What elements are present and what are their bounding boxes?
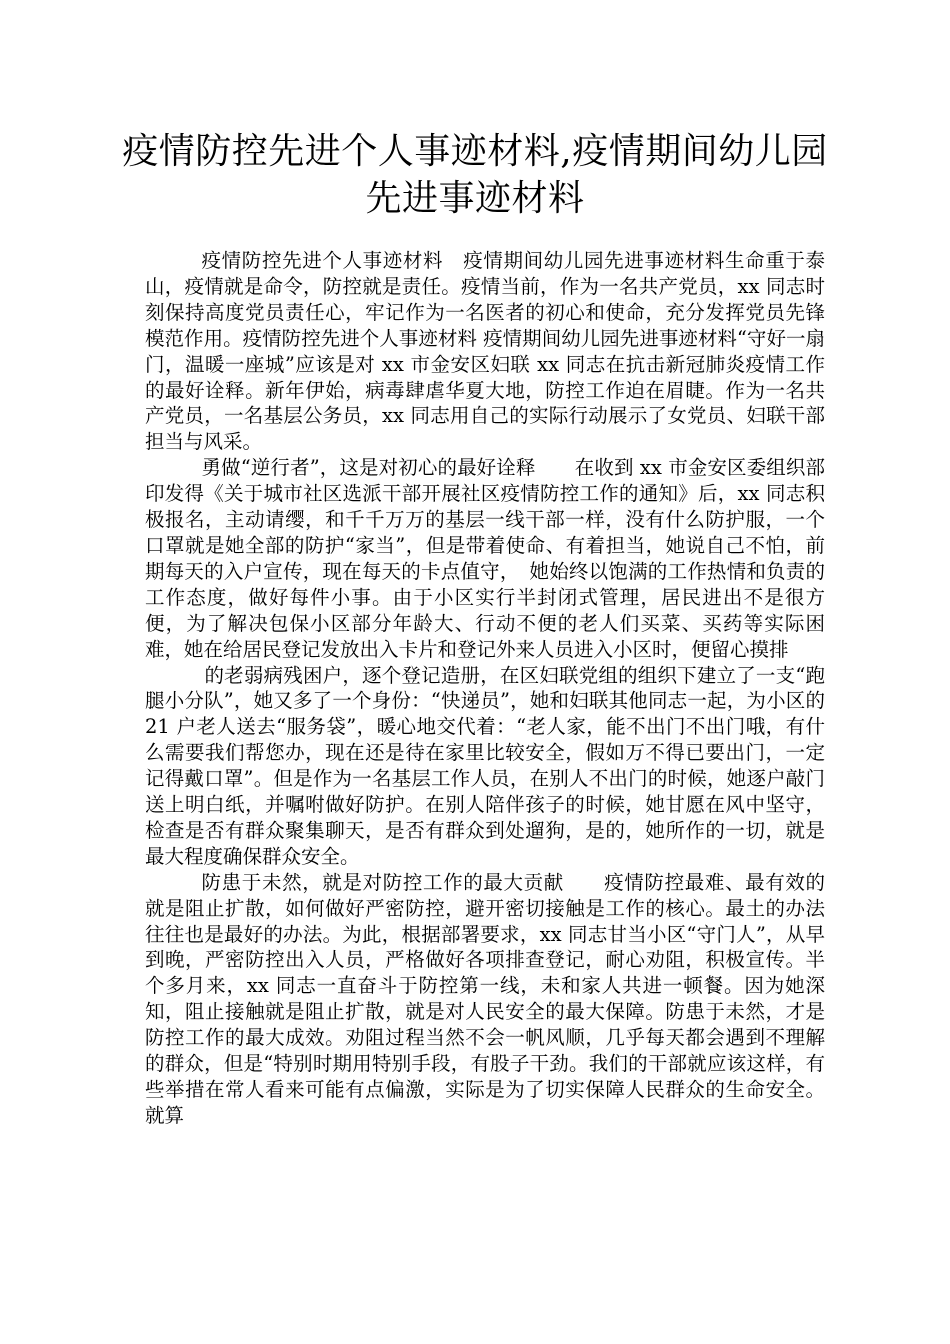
- paragraph-prevention: 防患于未然，就是对防控工作的最大贡献 疫情防控最难、最有效的就是阻止扩散，如何做好严密防控，避开密切接触是工作的核心。最土的办法往往也是最好的办法。为此，根据部署要求，xx 同志甘当小区“守门人”，从早到晚，严密防控出入人员，严格做好各项排查登记，耐心劝阻，积极宣传。半个多月来，xx 同志一直奋斗于防控第一线，未和家人共进一顿餐。因为她深知，阻止接触就是阻止扩散，就是对人民安全的最大保障。防患于未然，才是防控工作的最大成效。劝阻过程当然不会一帆风顺，几乎每天都会遇到不理解的群众，但是“特别时期用特别手段，有股子干劲。我们的干部就应该这样，有些举措在常人看来可能有点偏激，实际是为了切实保障人民群众的生命安全。就算: [145, 870, 825, 1127]
- document-title: 疫情防控先进个人事迹材料,疫情期间幼儿园先进事迹材料: [122, 131, 828, 219]
- paragraph-errand-team: 的老弱病残困户，逐个登记造册，在区妇联党组的组织下建立了一支“跑腿小分队”，她又多了一个身份：“快递员”，她和妇联其他同志一起，为小区的 21 户老人送去“服务袋”，暖心地交代着：“老人家，能不出门不出门哦，有什么需要我们帮您办，现在还是待在家里比较安全，假如万不得已要出门，一定记得戴口罩”。但是作为一名基层工作人员，在别人不出门的时候，她逐户敲门送上明白纸，并嘱咐做好防护。在别人陪伴孩子的时候，她甘愿在风中坚守，检查是否有群众聚集聊天，是否有群众到处遛狗，是的，她所作的一切，就是最大程度确保群众安全。: [145, 663, 825, 868]
- document-body: [145, 248, 825, 1129]
- paragraph-intro: 疫情防控先进个人事迹材料 疫情期间幼儿园先进事迹材料生命重于泰山，疫情就是命令，防控就是责任。疫情当前，作为一名共产党员，xx 同志时刻保持高度党员责任心，牢记作为一名医者的初心和使命，充分发挥党员先锋模范作用。疫情防控先进个人事迹材料 疫情期间幼儿园先进事迹材料“守好一扇门，温暖一座城”应该是对 xx 市金安区妇联 xx 同志在抗击新冠肺炎疫情工作的最好诠释。新年伊始，病毒肆虐华夏大地，防控工作迫在眉睫。作为一名共产党员，一名基层公务员，xx 同志用自己的实际行动展示了女党员、妇联干部担当与风采。: [145, 249, 825, 454]
- paragraph-retrograde: 勇做“逆行者”，这是对初心的最好诠释 在收到 xx 市金安区委组织部印发得《关于城市社区选派干部开展社区疫情防控工作的通知》后，xx 同志积极报名，主动请缨，和千千万万的基层一线干部一样，没有什么防护服，一个口罩就是她全部的防护“家当”，但是带着使命、有着担当，她说自己不怕，前期每天的入户宣传，现在每天的卡点值守， 她始终以饱满的工作热情和负责的工作态度，做好每件小事。由于小区实行半封闭式管理，居民进出不是很方便，为了解决包保小区部分年龄大、行动不便的老人们买菜、买药等实际困难，她在给居民登记发放出入卡片和登记外来人员进入小区时，便留心摸排: [145, 456, 825, 661]
